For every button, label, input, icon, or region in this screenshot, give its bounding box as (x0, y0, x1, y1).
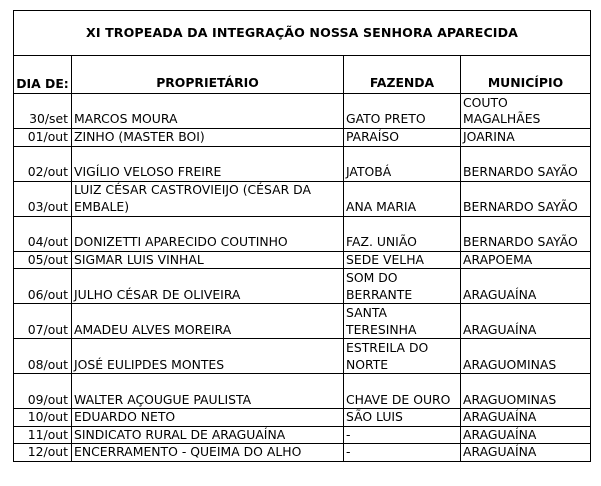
cell-farm: SÃO LUIS (344, 409, 461, 427)
cell-owner: DONIZETTI APARECIDO COUTINHO (72, 216, 344, 251)
cell-city: BERNARDO SAYÃO (461, 181, 591, 216)
cell-day: 12/out (14, 444, 72, 462)
cell-farm: PARAÍSO (344, 129, 461, 147)
cell-city: ARAGUAÍNA (461, 304, 591, 339)
table-row (14, 339, 591, 374)
cell-farm: GATO PRETO (344, 94, 461, 129)
table-row (14, 251, 591, 269)
table-row (14, 374, 591, 409)
cell-city: ARAGUAÍNA (461, 444, 591, 462)
table-row (14, 146, 591, 181)
cell-city: BERNARDO SAYÃO (461, 216, 591, 251)
cell-day: 11/out (14, 426, 72, 444)
table-row (14, 304, 591, 339)
cell-owner: WALTER AÇOUGUE PAULISTA (72, 374, 344, 409)
cell-city: COUTO MAGALHÃES (461, 94, 591, 129)
cell-owner: JULHO CÉSAR DE OLIVEIRA (72, 269, 344, 304)
cell-owner: SIGMAR LUIS VINHAL (72, 251, 344, 269)
cell-farm: FAZ. UNIÃO (344, 216, 461, 251)
cell-day: 10/out (14, 409, 72, 427)
cell-owner: ZINHO (MASTER BOI) (72, 129, 344, 147)
cell-owner: AMADEU ALVES MOREIRA (72, 304, 344, 339)
cell-day: 03/out (14, 181, 72, 216)
cell-city: JOARINA (461, 129, 591, 147)
cell-owner: LUIZ CÉSAR CASTROVIEIJO (CÉSAR DA EMBALE) (72, 181, 344, 216)
cell-farm: - (344, 444, 461, 462)
cell-owner: JOSÉ EULIPDES MONTES (72, 339, 344, 374)
table-row (14, 426, 591, 444)
cell-day: 04/out (14, 216, 72, 251)
cell-city: ARAPOEMA (461, 251, 591, 269)
table-row (14, 181, 591, 216)
cell-farm: - (344, 426, 461, 444)
header-city: MUNICÍPIO (461, 56, 591, 94)
cell-day: 06/out (14, 269, 72, 304)
cell-owner: MARCOS MOURA (72, 94, 344, 129)
cell-day: 07/out (14, 304, 72, 339)
cell-owner: ENCERRAMENTO - QUEIMA DO ALHO (72, 444, 344, 462)
cell-day: 30/set (14, 94, 72, 129)
header-farm: FAZENDA (344, 56, 461, 94)
cell-city: ARAGUOMINAS (461, 374, 591, 409)
cell-city: ARAGUAÍNA (461, 269, 591, 304)
cell-farm: JATOBÁ (344, 146, 461, 181)
header-owner: PROPRIETÁRIO (72, 56, 344, 94)
cell-city: ARAGUAÍNA (461, 426, 591, 444)
cell-city: ARAGUAÍNA (461, 409, 591, 427)
cell-owner: EDUARDO NETO (72, 409, 344, 427)
cell-day: 08/out (14, 339, 72, 374)
table-row (14, 129, 591, 147)
cell-farm: SOM DO BERRANTE (344, 269, 461, 304)
cell-day: 02/out (14, 146, 72, 181)
cell-farm: CHAVE DE OURO (344, 374, 461, 409)
cell-city: ARAGUOMINAS (461, 339, 591, 374)
cell-day: 09/out (14, 374, 72, 409)
table-row (14, 269, 591, 304)
table-row (14, 216, 591, 251)
table-row (14, 444, 591, 462)
cell-farm: ESTREILA DO NORTE (344, 339, 461, 374)
cell-farm: SANTA TERESINHA (344, 304, 461, 339)
cell-owner: VIGÍLIO VELOSO FREIRE (72, 146, 344, 181)
table-row (14, 94, 591, 129)
title-row (14, 11, 591, 56)
cell-farm: SEDE VELHA (344, 251, 461, 269)
cell-day: 05/out (14, 251, 72, 269)
cell-day: 01/out (14, 129, 72, 147)
table-title: XI TROPEADA DA INTEGRAÇÃO NOSSA SENHORA APARECIDA (14, 11, 591, 56)
header-row (14, 56, 591, 94)
cell-city: BERNARDO SAYÃO (461, 146, 591, 181)
header-day: DIA DE: (14, 56, 72, 94)
schedule-table (13, 10, 591, 462)
cell-owner: SINDICATO RURAL DE ARAGUAÍNA (72, 426, 344, 444)
table-row (14, 409, 591, 427)
cell-farm: ANA MARIA (344, 181, 461, 216)
